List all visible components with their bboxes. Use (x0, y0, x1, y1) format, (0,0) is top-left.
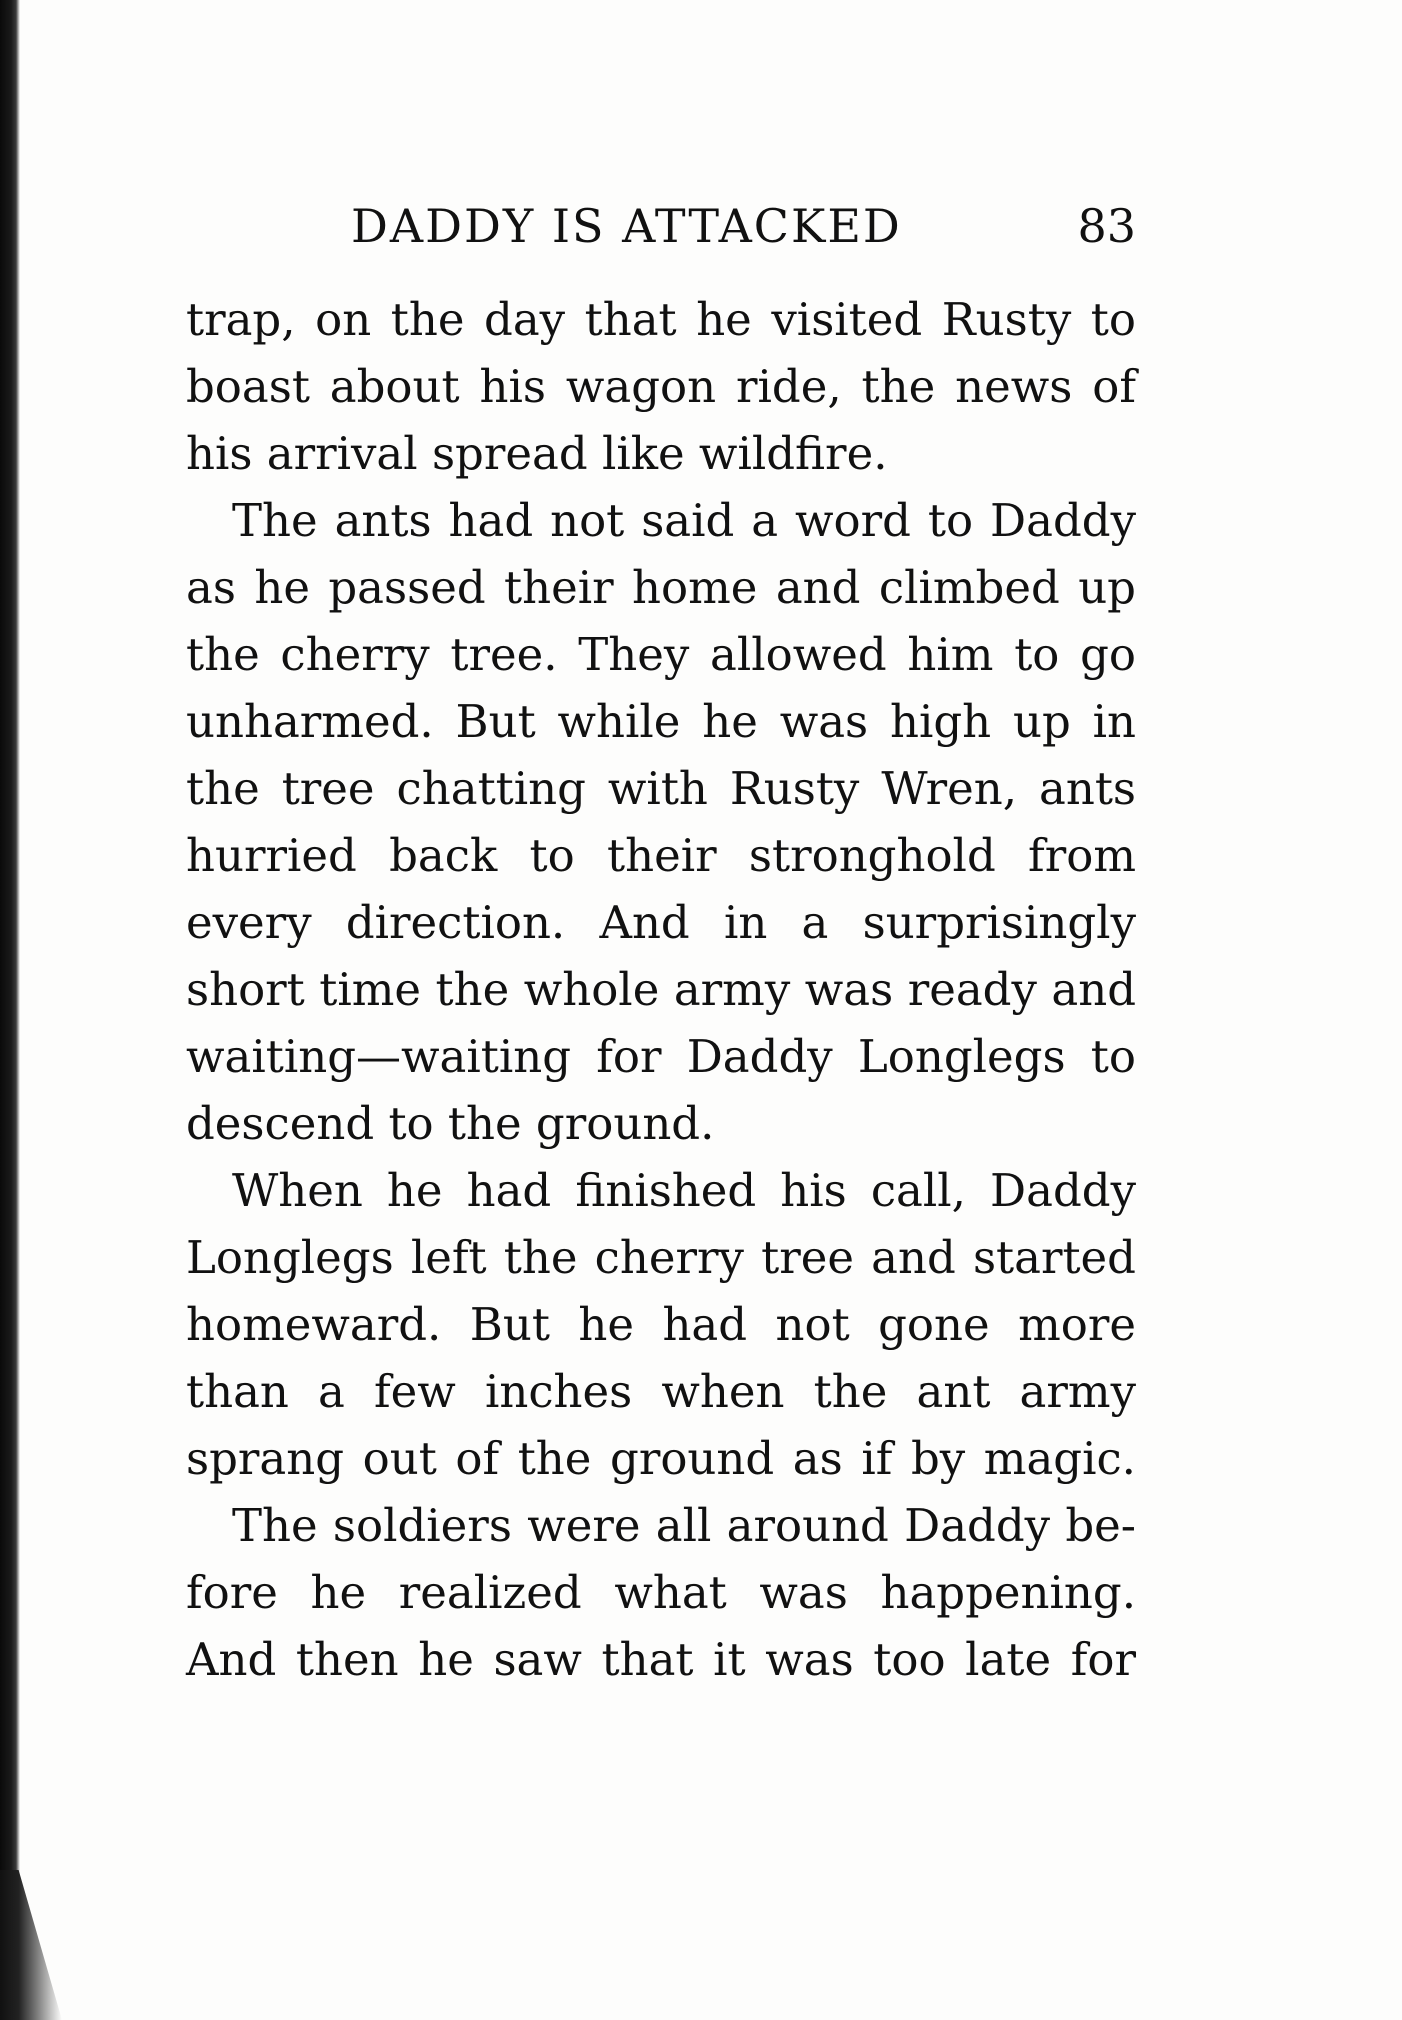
text-line: descend to the ground. (186, 1097, 715, 1150)
paragraph (186, 286, 1136, 487)
text-line: trap, on the day that he visited Rusty to (186, 293, 1136, 346)
text-line: than a few inches when the ant army (186, 1365, 1136, 1418)
text-line: short time the whole army was ready and (186, 963, 1136, 1016)
text-line: fore he realized what was happening. (186, 1566, 1136, 1619)
text-line: every direction. And in a surprisingly (186, 896, 1136, 949)
paragraph (186, 487, 1136, 1157)
body-text (186, 286, 1136, 1693)
paragraph (186, 1492, 1136, 1693)
binding-edge (0, 0, 20, 2020)
text-line: waiting—waiting for Daddy Longlegs to (186, 1030, 1136, 1083)
text-line: When he had finished his call, Daddy (232, 1164, 1136, 1217)
paragraph (186, 1157, 1136, 1492)
text-line: And then he saw that it was too late for (186, 1633, 1136, 1686)
text-line: homeward. But he had not gone more (186, 1298, 1136, 1351)
text-line: sprang out of the ground as if by magic. (186, 1432, 1136, 1485)
text-line: Longlegs left the cherry tree and started (186, 1231, 1136, 1284)
text-line: his arrival spread like wildfire. (186, 427, 888, 480)
text-line: The soldiers were all around Daddy be- (232, 1499, 1136, 1552)
running-header (186, 196, 1136, 256)
text-line: hurried back to their stronghold from (186, 829, 1136, 882)
text-line: unharmed. But while he was high up in (186, 695, 1136, 748)
text-line: the tree chatting with Rusty Wren, ants (186, 762, 1136, 815)
running-title: DADDY IS ATTACKED (351, 199, 902, 253)
text-line: The ants had not said a word to Daddy (232, 494, 1136, 547)
text-line: the cherry tree. They allowed him to go (186, 628, 1136, 681)
binding-edge-shadow (0, 1870, 62, 2020)
text-line: boast about his wagon ride, the news of (186, 360, 1136, 413)
page-number: 83 (1077, 199, 1136, 253)
text-line: as he passed their home and climbed up (186, 561, 1136, 614)
